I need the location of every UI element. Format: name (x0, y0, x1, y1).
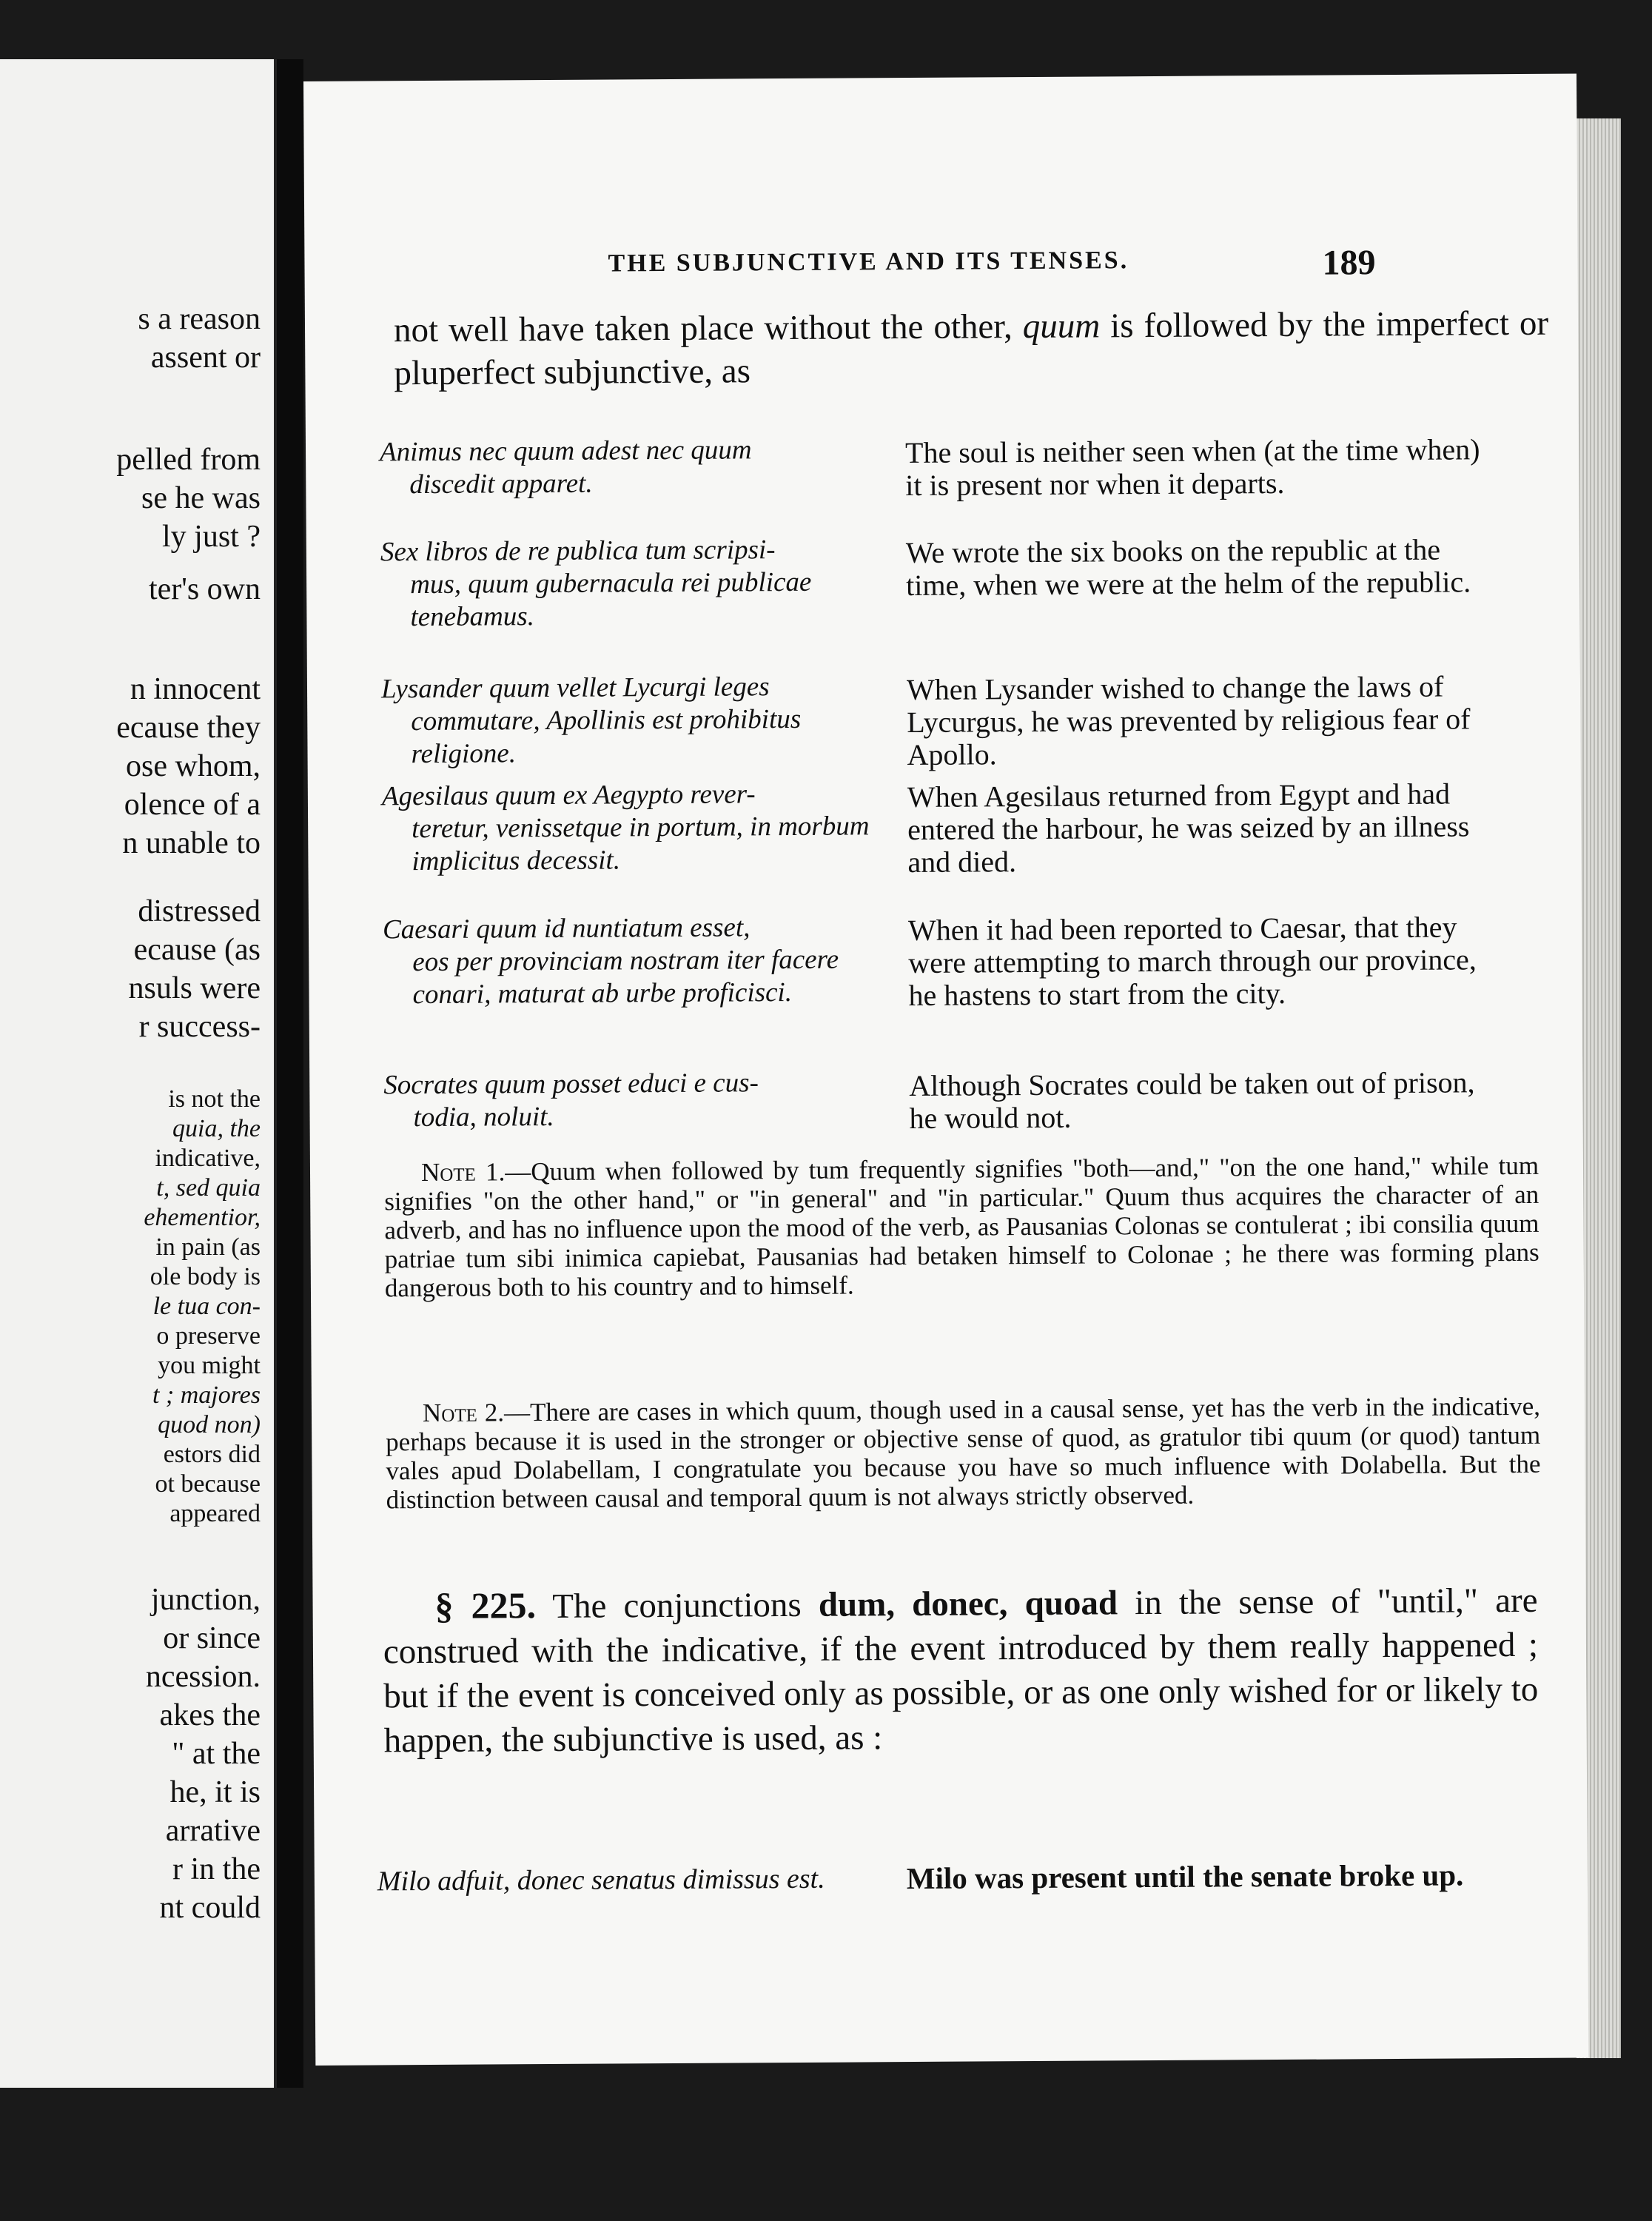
latin-continuation: todia, noluit. (413, 1101, 554, 1133)
example-english: The soul is neither seen when (at the time when) it is present nor when it departs. (904, 432, 1480, 503)
left-page-line: junction, (150, 1583, 261, 1617)
example-english: We wrote the six books on the republic at the time, when we were at the helm of the republic. (905, 532, 1471, 603)
intro-italic-term: quum (1022, 306, 1101, 346)
left-page-line: ecause they (116, 711, 261, 745)
left-page-line: olence of a (124, 788, 261, 822)
left-page-line: akes the (159, 1698, 261, 1732)
latin-first-line: Lysander quum vellet Lycurgi leges (380, 671, 770, 705)
latin-first-line: Caesari quum id nuntiatum esset, (382, 912, 751, 945)
left-page-line: r success- (138, 1010, 261, 1044)
example-latin (380, 533, 899, 634)
page-number: 189 (1322, 243, 1376, 283)
left-page-line: indicative, (155, 1145, 261, 1172)
intro-paragraph (394, 302, 1549, 395)
example-latin (381, 670, 900, 771)
left-page-line: appeared (169, 1500, 261, 1527)
example-english: When it had been reported to Caesar, that they were attempting to march through our province, he hastens to start from the city. (907, 910, 1477, 1013)
left-page-line: quod non) (158, 1411, 261, 1438)
latin-continuation: eos per provinciam nostram iter facere conari, maturat ab urbe proficisci. (412, 944, 839, 1011)
left-page-line: quia, the (172, 1115, 261, 1142)
left-page-line: " at the (172, 1737, 261, 1771)
latin-first-line: Socrates quum posset educi e cus- (383, 1068, 759, 1101)
note-1-text: —Quum when followed by tum frequently signifies "both—and," "on the one hand," while tum signifies "on the other hand," or "in general" and "in particular." Quum thus acquires the character of an adverb, and has no influence upon the mood of the verb, as Pausanias Colonas se contulerat ; ibi consilia quum patriae tum sibi inimica capiebat, Pausanias had betaken himself to Colonae ; he there was forming plans dangerous both to his country and to himself. (384, 1150, 1539, 1303)
book-gutter (277, 59, 303, 2088)
left-page-line: ncession. (145, 1660, 261, 1694)
note-2-text: —There are cases in which quum, though used in a causal sense, yet has the verb in the indicative, perhaps because it is used in the stronger or objective sense of quod, as gratulor tibi quum (or quod) tantum vales apud Dolabellam, I congratulate you because you have so much influence with Dolabella. But the distinction between causal and temporal quum is not always strictly observed. (386, 1391, 1541, 1515)
example-english: When Lysander wished to change the laws of Lycurgus, he was prevented by religious fear of Apollo. (906, 669, 1471, 772)
intro-text: not well have taken place without the other, (393, 307, 1023, 350)
left-page-line: n unable to (122, 826, 261, 860)
left-page-line: in pain (as (155, 1233, 261, 1261)
left-page-line: t, sed quia (156, 1174, 261, 1202)
left-page-line: ehementior, (144, 1204, 261, 1231)
section-bold-terms: dum, donec, quoad (818, 1584, 1118, 1624)
left-page-line: r in the (172, 1852, 261, 1886)
example-latin (383, 911, 901, 1011)
left-page-line: or since (163, 1621, 261, 1655)
left-page-line: o preserve (156, 1322, 261, 1350)
example-latin (383, 1066, 902, 1134)
example-latin (382, 777, 901, 878)
left-page-line: nsuls were (128, 971, 261, 1005)
section-text: The conjunctions (535, 1585, 819, 1627)
section-number: § 225. (434, 1584, 537, 1627)
left-page-line: is not the (168, 1085, 261, 1113)
intro-text: is followed by the imperfect or pluperfect subjunctive, as (394, 304, 1549, 393)
left-page-line: pelled from (116, 443, 261, 477)
left-page-line: ose whom, (126, 749, 261, 783)
left-page-line: ecause (as (133, 933, 261, 967)
latin-first-line: Agesilaus quum ex Aegypto rever- (381, 779, 756, 812)
latin-continuation: commutare, Apollinis est prohibitus religione. (411, 703, 802, 770)
example-latin (380, 433, 899, 501)
latin-first-line: Sex libros de re publica tum scripsi- (380, 535, 776, 568)
final-example-latin: Milo adfuit, donec senatus dimissus est. (377, 1863, 825, 1897)
section-225-paragraph (383, 1577, 1538, 1763)
left-page-line: ot because (155, 1470, 261, 1498)
left-page-line: t ; majores (152, 1381, 261, 1409)
left-page-line: ly just ? (162, 520, 261, 554)
left-page-line: arrative (165, 1814, 261, 1848)
left-page-line: you might (158, 1352, 261, 1379)
latin-continuation: mus, quum gubernacula rei publicae tenebamus. (410, 566, 812, 633)
left-page-line: distressed (138, 894, 261, 928)
section-text: in the sense of "until," are construed with the indicative, if the event introduced by them really happened ; but if the event is conceived only as possible, or as one only wished for or likely to happen, the subjunctive is used, as : (383, 1581, 1539, 1761)
running-head: THE SUBJUNCTIVE AND ITS TENSES. (608, 247, 1129, 278)
left-page-line: n innocent (130, 672, 261, 706)
left-page-line: estors did (163, 1441, 261, 1468)
example-english: Although Socrates could be taken out of prison, he would not. (909, 1065, 1475, 1136)
note-1-label: Note 1. (420, 1157, 506, 1187)
latin-continuation: discedit apparet. (409, 468, 593, 500)
left-page-line: ole body is (150, 1263, 261, 1290)
latin-continuation: teretur, venissetque in portum, in morbum implicitus decessit. (412, 811, 870, 877)
latin-first-line: Animus nec quum adest nec quum (379, 435, 752, 468)
left-page-line: he, it is (169, 1775, 261, 1809)
main-page (303, 73, 1588, 2065)
note-2-label: Note 2. (422, 1398, 505, 1428)
example-english: When Agesilaus returned from Egypt and had entered the harbour, he was seized by an illness and died. (907, 777, 1470, 880)
left-page-line: assent or (150, 341, 261, 375)
left-page-line: le tua con- (152, 1293, 261, 1320)
left-facing-page (0, 59, 277, 2088)
note-2 (386, 1392, 1541, 1515)
left-page-line: nt could (159, 1891, 261, 1925)
final-example-english: Milo was present until the senate broke up. (906, 1857, 1464, 1896)
note-1 (384, 1151, 1539, 1303)
left-page-line: se he was (141, 481, 261, 515)
left-page-line: ter's own (148, 572, 261, 606)
left-page-line: s a reason (138, 302, 261, 336)
